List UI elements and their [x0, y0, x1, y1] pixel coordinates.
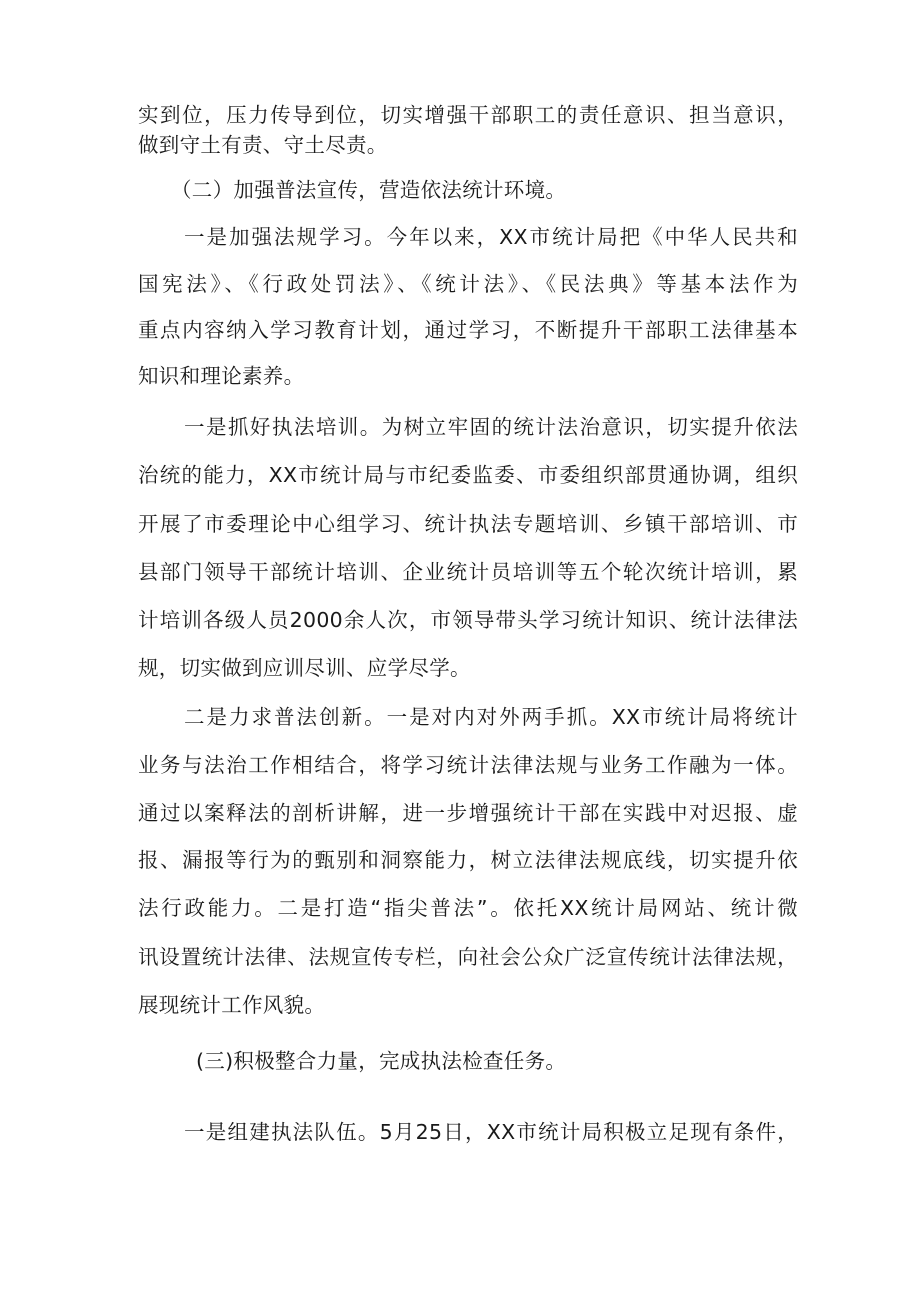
text-line: 国宪法》、《行政处罚法》、《统计法》、《民法典》等基本法作为 [138, 272, 798, 296]
text-line: 业务与法治工作相结合，将学习统计法律法规与业务工作融为一体。 [138, 753, 798, 777]
section-heading: （二）加强普法宣传，营造依法统计环境。 [171, 178, 567, 202]
text-line: 治统的能力，XX市统计局与市纪委监委、市委组织部贯通协调，组织 [138, 463, 798, 487]
text-line: 通过以案释法的剖析讲解，进一步增强统计干部在实践中对迟报、虚 [138, 801, 798, 825]
text-line: 实到位，压力传导到位，切实增强干部职工的责任意识、担当意识， [138, 103, 798, 127]
text-line: 一是抓好执法培训。为树立牢固的统计法治意识，切实提升依法 [184, 415, 798, 439]
text-line: 计培训各级人员2000余人次，市领导带头学习统计知识、统计法律法 [138, 608, 798, 632]
text-line: 报、漏报等行为的甄别和洞察能力，树立法律法规底线，切实提升依 [138, 848, 798, 872]
text-line: 法行政能力。二是打造“指尖普法”。依托XX统计局网站、统计微 [138, 896, 798, 920]
text-line: 二是力求普法创新。一是对内对外两手抓。XX市统计局将统计 [184, 705, 798, 729]
text-line: 一是加强法规学习。今年以来，XX市统计局把《中华人民共和 [184, 225, 798, 249]
text-line: 重点内容纳入学习教育计划，通过学习，不断提升干部职工法律基本 [138, 318, 798, 342]
text-line: 开展了市委理论中心组学习、统计执法专题培训、乡镇干部培训、市 [138, 512, 798, 536]
text-line: 规，切实做到应训尽训、应学尽学。 [138, 656, 471, 680]
text-line: 县部门领导干部统计培训、企业统计员培训等五个轮次统计培训，累 [138, 560, 798, 584]
text-line: 展现统计工作风貌。 [138, 993, 326, 1017]
section-heading: (三)积极整合力量，完成执法检查任务。 [196, 1049, 567, 1073]
text-line: 知识和理论素养。 [138, 364, 305, 388]
text-line: 一是组建执法队伍。5月25日，XX市统计局积极立足现有条件， [184, 1120, 798, 1144]
text-line: 讯设置统计法律、法规宣传专栏，向社会公众广泛宣传统计法律法规， [138, 945, 798, 969]
text-line: 做到守土有责、守土尽责。 [138, 133, 388, 157]
